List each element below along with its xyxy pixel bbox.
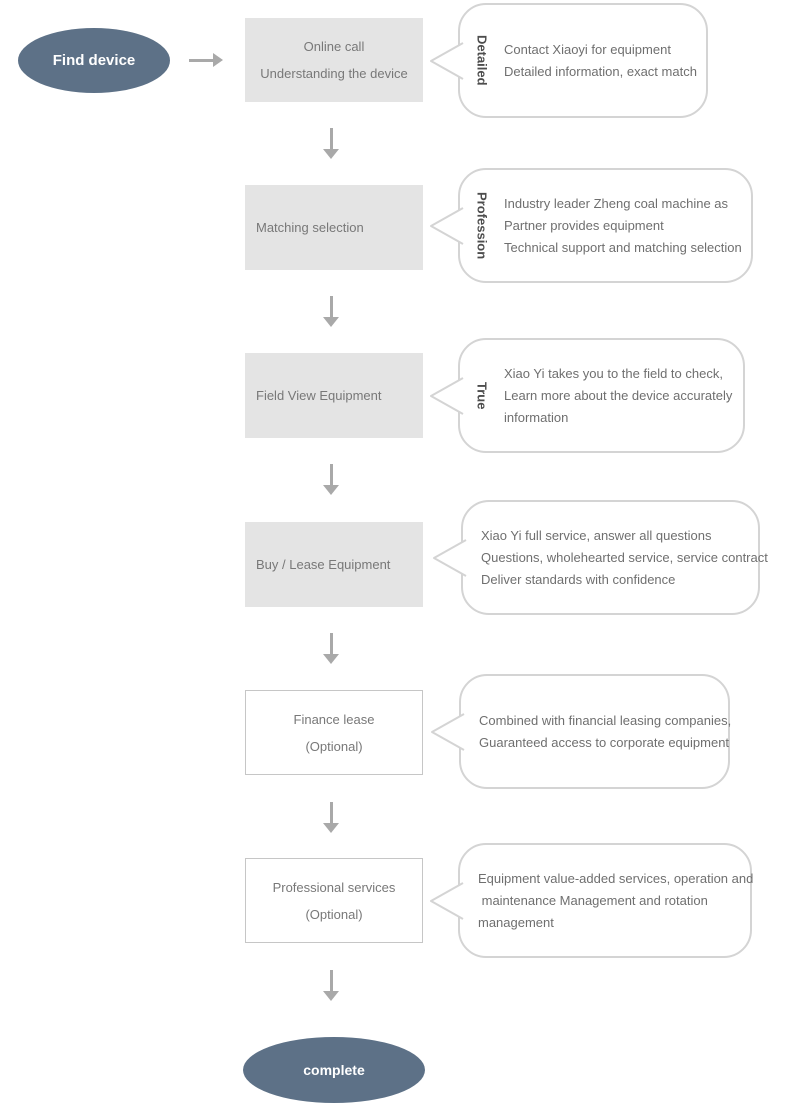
- bubble-text-line: Learn more about the device accurately: [504, 387, 733, 403]
- flow-arrow-right-icon: [189, 53, 223, 67]
- bubble-text-line: Equipment value-added services, operation and: [478, 870, 754, 886]
- start-node-find-device: [18, 28, 170, 93]
- bubble-text-line: Contact Xiaoyi for equipment: [504, 41, 671, 57]
- callout-true: [458, 338, 745, 453]
- callout-tail-icon: [424, 206, 464, 246]
- bubble-text-line: information: [504, 409, 569, 425]
- step-box-label: Field View Equipment: [256, 388, 382, 403]
- step-box-label: Professional services: [272, 879, 396, 895]
- bubble-text-line: Detailed information, exact match: [504, 63, 697, 79]
- bubble-text-line: Partner provides equipment: [504, 217, 664, 233]
- bubble-tag: True: [474, 381, 490, 410]
- bubble-text-line: Guaranteed access to corporate equipment: [479, 734, 730, 750]
- step-box-label: (Optional): [305, 738, 363, 754]
- bubble-text-line: management: [478, 914, 554, 930]
- step-box-label: (Optional): [305, 906, 363, 922]
- bubble-text-line: Questions, wholehearted service, service contract: [481, 549, 768, 565]
- callout-finance-lease: [459, 674, 730, 789]
- step-box-label: Buy / Lease Equipment: [256, 557, 391, 572]
- bubble-tag: Profession: [474, 191, 490, 260]
- step-box-label: Finance lease: [293, 711, 375, 727]
- callout-full-service: [461, 500, 768, 615]
- callout-tail-icon: [424, 41, 464, 81]
- callout-tail-icon: [424, 376, 464, 416]
- bubble-text-line: Industry leader Zheng coal machine as: [504, 195, 729, 211]
- bubble-text-line: Technical support and matching selection: [504, 239, 742, 255]
- flow-arrow-down-icon: [323, 464, 339, 495]
- end-node-complete: [243, 1037, 425, 1103]
- bubble-text-line: Combined with financial leasing companies,: [479, 712, 732, 728]
- step-box-label: Online call: [303, 39, 365, 54]
- flow-arrow-down-icon: [323, 970, 339, 1001]
- step-box-label: Matching selection: [256, 220, 364, 235]
- start-node-label: Find device: [52, 52, 136, 69]
- flow-arrow-down-icon: [323, 802, 339, 833]
- bubble-text-line: Deliver standards with confidence: [481, 571, 676, 587]
- bubble-text-line: Xiao Yi takes you to the field to check,: [504, 365, 723, 381]
- flow-arrow-down-icon: [323, 633, 339, 664]
- bubble-tag: Detailed: [474, 35, 490, 86]
- callout-profession: [458, 168, 753, 283]
- step-box-finance-lease: [245, 690, 423, 775]
- bubble-text-line: Xiao Yi full service, answer all questions: [481, 527, 712, 543]
- flow-arrow-down-icon: [323, 128, 339, 159]
- step-box-field-view-equipment: [245, 353, 423, 438]
- step-box-buy-lease-equipment: [245, 522, 423, 607]
- step-box-online-call: [245, 18, 423, 102]
- end-node-label: complete: [303, 1062, 365, 1078]
- bubble-text-line: maintenance Management and rotation: [478, 892, 708, 908]
- callout-professional-services: [458, 843, 752, 958]
- callout-tail-icon: [424, 881, 464, 921]
- callout-tail-icon: [427, 538, 467, 578]
- step-box-matching-selection: [245, 185, 423, 270]
- step-box-label: Understanding the device: [260, 66, 408, 81]
- callout-tail-icon: [425, 712, 465, 752]
- flow-arrow-down-icon: [323, 296, 339, 327]
- step-box-professional-services: [245, 858, 423, 943]
- callout-detailed: [458, 3, 708, 118]
